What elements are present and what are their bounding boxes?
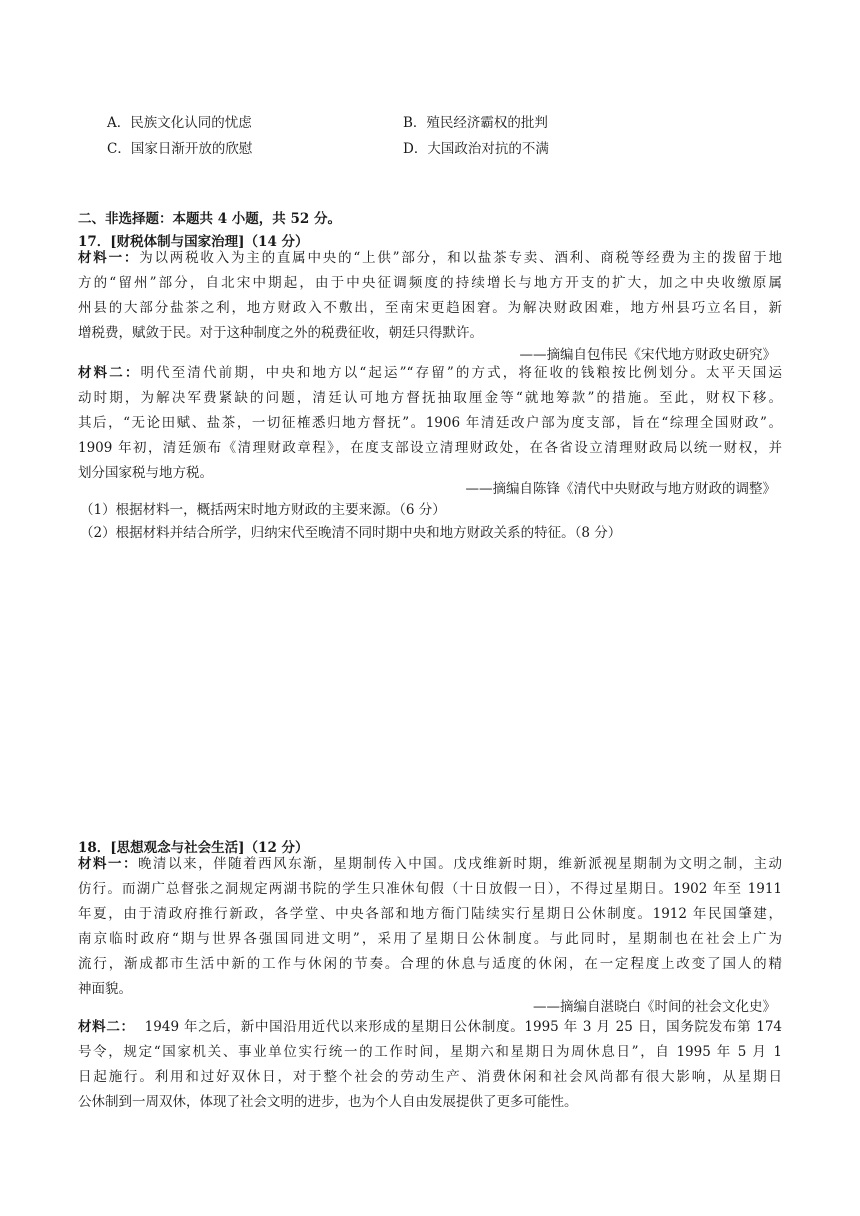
q18-material1-label: 材料一： bbox=[78, 856, 139, 872]
q18-material1-line: 神面貌。 bbox=[78, 981, 132, 997]
q17-subquestion-2: （2）根据材料并结合所学，归纳宋代至晚清不同时期中央和地方财政关系的特征。（8 分） bbox=[80, 525, 622, 541]
option-b: B．殖民经济霸权的批判 bbox=[403, 115, 548, 131]
q17-material1-line: 增税费，赋敛于民。对于这种制度之外的税费征收，朝廷只得默许。 bbox=[78, 325, 483, 341]
q17-material2-line: 其后，“无论田赋、盐茶，一切征榷悉归地方督抚”。1906 年清廷改户部为度支部，旨在“综理全国财政”。 bbox=[78, 415, 782, 431]
q17-title: 17．[财税体制与国家治理]（14 分） bbox=[78, 234, 309, 250]
q17-subquestion-1: （1）根据材料一，概括两宋时地方财政的主要来源。（6 分） bbox=[80, 502, 446, 518]
q18-material1-source: ——摘编自湛晓白《时间的社会文化史》 bbox=[533, 999, 776, 1015]
q18-material1-line: 南京临时政府“期与世界各强国同进文明”，采用了星期日公休制度。与此同时，星期制也在社会上广为 bbox=[78, 931, 782, 947]
q18-material1-line: 材料一：晚清以来，伴随着西风东渐，星期制传入中国。戊戌维新时期，维新派视星期制为文明之制，主动 bbox=[78, 856, 783, 872]
q18-material1-line: 流行，渐成都市生活中新的工作与休闲的节奏。合理的休息与适度的休闲，在一定程度上改变了国人的精 bbox=[78, 956, 782, 972]
q17-material2-line: 划分国家税与地方税。 bbox=[78, 465, 213, 481]
q17-material2-line: 1909 年初，清廷颁布《清理财政章程》，在度支部设立清理财政处，在各省设立清理财政局以统一财权，并 bbox=[78, 440, 782, 456]
q17-material2-source: ——摘编自陈锋《清代中央财政与地方财政的调整》 bbox=[465, 481, 776, 497]
q18-material2-line: 材料二： 1949 年之后，新中国沿用近代以来形成的星期日公休制度。1995 年 3 月 25 日，国务院发布第 174 bbox=[78, 1019, 782, 1035]
q17-material2-label: 材料二： bbox=[78, 365, 141, 381]
q17-material1-line: 州县的大部分盐茶之利，地方财政入不敷出，至南宋更趋困窘。为解决财政困难，地方州县巧立名目，新 bbox=[78, 300, 782, 316]
q17-material1-line: 材料一：为以两税收入为主的直属中央的“上供”部分，和以盐茶专卖、酒利、商税等经费为主的拨留于地 bbox=[78, 250, 783, 266]
q18-material1-line: 年夏，由于清政府推行新政，各学堂、中央各部和地方衙门陆续实行星期日公休制度。1912 年民国肇建， bbox=[78, 906, 782, 922]
option-d: D．大国政治对抗的不满 bbox=[403, 141, 549, 157]
q18-title: 18．[思想观念与社会生活]（12 分） bbox=[78, 840, 309, 856]
option-a: A．民族文化认同的忧虑 bbox=[107, 115, 252, 131]
q17-material2-line: 材料二：明代至清代前期，中央和地方以“起运”“存留”的方式，将征收的钱粮按比例划分。太平天国运 bbox=[78, 365, 783, 381]
q18-material2-line: 公休制到一周双休，体现了社会文明的进步，也为个人自由发展提供了更多可能性。 bbox=[78, 1094, 578, 1110]
q18-material2-line: 号令，规定“国家机关、事业单位实行统一的工作时间，星期六和星期日为周休息日”，自 1995 年 5 月 1 bbox=[78, 1044, 782, 1060]
q18-material1-line: 仿行。而湖广总督张之洞规定两湖书院的学生只准休旬假（十日放假一日），不得过星期日。1902 年至 1911 bbox=[78, 881, 782, 897]
section-heading: 二、非选择题：本题共 4 小题，共 52 分。 bbox=[78, 211, 341, 227]
option-c: C．国家日渐开放的欣慰 bbox=[107, 141, 253, 157]
q17-material1-label: 材料一： bbox=[78, 250, 140, 266]
q17-material1-source: ——摘编自包伟民《宋代地方财政史研究》 bbox=[519, 347, 776, 363]
q17-material2-line: 动时期，为解决军费紧缺的问题，清廷认可地方督抚抽取厘金等“就地筹款”的措施。至此，财权下移。 bbox=[78, 390, 782, 406]
q18-material2-line: 日起施行。利用和过好双休日，对于整个社会的劳动生产、消费休闲和社会风尚都有很大影响，从星期日 bbox=[78, 1069, 782, 1085]
q17-material1-line: 方的“留州”部分，自北宋中期起，由于中央征调频度的持续增长与地方开支的扩大，加之中央收缴原属 bbox=[78, 275, 782, 291]
q18-material2-label: 材料二： bbox=[78, 1019, 135, 1035]
